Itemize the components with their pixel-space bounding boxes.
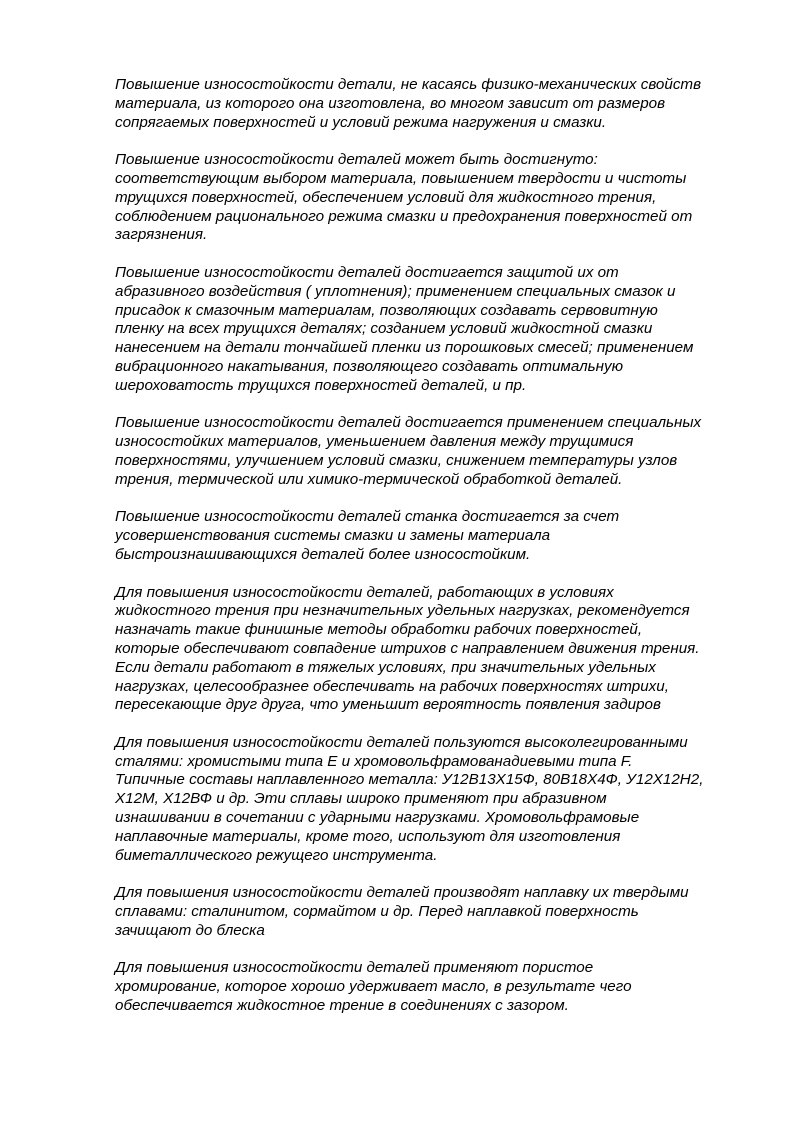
- paragraph-7: Для повышения износостойкости деталей пользуются высоколегированными сталями: хромистыми типа Е и хромовольфрамованадиевыми типа F. Типичные составы наплавленного металла: У12В13Х15Ф, 80В18Х4Ф, У12Х12Н2, Х12М, Х12ВФ и др. Эти сплавы широко применяют при абразивном изнашивании в сочетании с ударными нагрузками. Хромовольфрамовые наплавочные материалы, кроме того, используют для изготовления биметаллического режущего инструмента.: [115, 733, 704, 864]
- paragraph-9: Для повышения износостойкости деталей применяют пористое хромирование, которое хорошо удерживает масло, в результате чего обеспечивается жидкостное трение в соединениях с зазором.: [115, 959, 632, 1015]
- document-body: [115, 76, 755, 1035]
- paragraph-5: Повышение износостойкости деталей станка достигается за счет усовершенствования системы смазки и замены материала быстроизнашивающихся деталей более износостойким.: [115, 508, 620, 563]
- paragraph-2: Повышение износостойкости деталей может быть достигнуто: соответствующим выбором материала, повышением твердости и чистоты трущихся поверхностей, обеспечением условий для жидкостного трения, соблюдением рационального режима смазки и предохранения поверхностей от загрязнения.: [115, 151, 693, 244]
- paragraph-3: Повышение износостойкости деталей достигается защитой их от абразивного воздействия ( уплотнения); применением специальных смазок и присадок к смазочным материалам, позволяющих создавать сервовитную пленку на всех трущихся деталях; созданием условий жидкостной смазки нанесением на детали тончайшей пленки из порошковых смесей; применением вибрационного накатывания, позволяющего создавать оптимальную шероховатость трущихся поверхностей деталей, и пр.: [115, 263, 694, 394]
- paragraph-8: Для повышения износостойкости деталей производят наплавку их твердыми сплавами: сталинитом, сормайтом и др. Перед наплавкой поверхность зачищают до блеска: [115, 884, 689, 939]
- paragraph-6: Для повышения износостойкости деталей, работающих в условиях жидкостного трения при незначительных удельных нагрузках, рекомендуется назначать такие финишные методы обработки рабочих поверхностей, которые обеспечивают совпадение штрихов с направлением движения трения. Если детали работают в тяжелых условиях, при значительных удельных нагрузках, целесообразнее обеспечивать на рабочих поверхностях штрихи, пересекающие друг друга, что уменьшит вероятность появления задиров: [115, 583, 700, 714]
- paragraph-4: Повышение износостойкости деталей достигается применением специальных износостойких материалов, уменьшением давления между трущимися поверхностями, улучшением условий смазки, снижением температуры узлов трения, термической или химико-термической обработкой деталей.: [115, 414, 702, 488]
- paragraph-1: Повышение износостойкости детали, не касаясь физико-механических свойств материала, из которого она изготовлена, во многом зависит от размеров сопрягаемых поверхностей и условий режима нагружения и смазки.: [115, 76, 701, 131]
